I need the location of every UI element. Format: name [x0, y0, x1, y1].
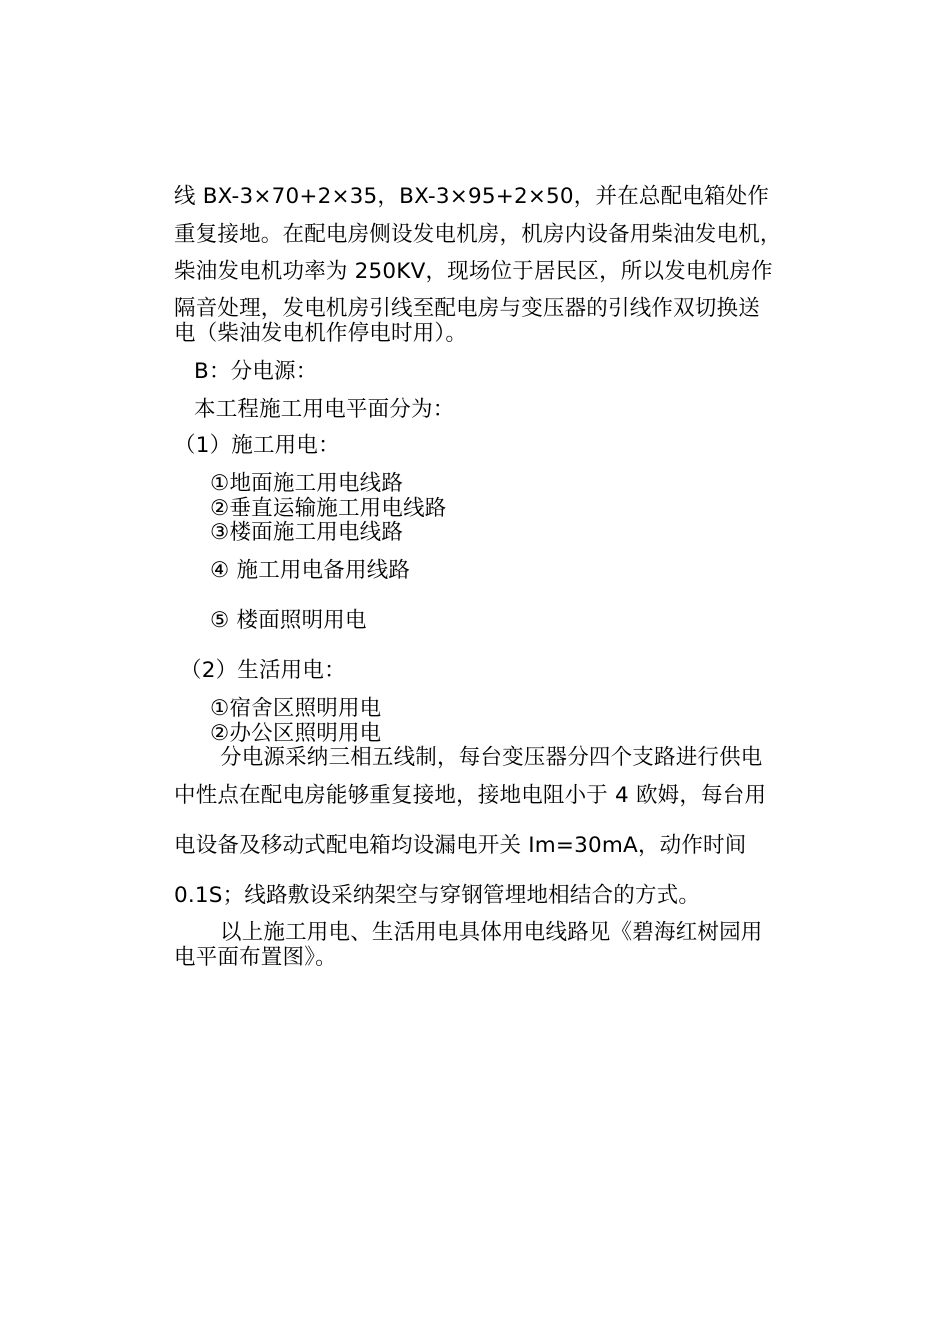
- paragraph-1-line-4: 隔音处理，发电机房引线至配电房与变压器的引线作双切换送: [174, 296, 760, 321]
- paragraph-2-line-4: 0.1S；线路敷设采纳架空与穿钢管埋地相结合的方式。: [174, 883, 701, 908]
- living-item-1: ①宿舍区照明用电: [210, 696, 382, 721]
- construction-item-1: ①地面施工用电线路: [210, 471, 404, 496]
- construction-item-5: ⑤ 楼面照明用电: [210, 608, 367, 633]
- construction-heading: （1）施工用电：: [174, 433, 340, 458]
- paragraph-2-line-2: 中性点在配电房能够重复接地，接地电阻小于 4 欧姆，每台用: [174, 783, 767, 808]
- paragraph-1-line-5: 电（柴油发电机作停电时用）。: [174, 321, 468, 346]
- paragraph-1-line-1: 线 BX-3×70+2×35，BX-3×95+2×50，并在总配电箱处作: [174, 184, 770, 209]
- construction-item-3: ③楼面施工用电线路: [210, 520, 404, 545]
- paragraph-1-line-2: 重复接地。在配电房侧设发电机房，机房内设备用柴油发电机，: [174, 222, 782, 247]
- paragraph-2-line-1: 分电源采纳三相五线制，每台变压器分四个支路进行供电: [220, 745, 763, 770]
- construction-item-2: ②垂直运输施工用电线路: [210, 496, 447, 521]
- paragraph-3-line-2: 电平面布置图》。: [174, 945, 337, 970]
- paragraph-2-line-3: 电设备及移动式配电箱均设漏电开关 Im=30mA，动作时间: [174, 833, 747, 858]
- paragraph-1-line-3: 柴油发电机功率为 250KV，现场位于居民区，所以发电机房作: [174, 259, 773, 284]
- paragraph-3-line-1: 以上施工用电、生活用电具体用电线路见《碧海红树园用: [220, 920, 763, 945]
- living-item-2: ②办公区照明用电: [210, 721, 382, 746]
- construction-item-4: ④ 施工用电备用线路: [210, 558, 411, 583]
- living-heading: （2）生活用电：: [180, 658, 346, 683]
- intro-text: 本工程施工用电平面分为：: [194, 397, 455, 422]
- section-b-heading: B：分电源：: [194, 359, 318, 384]
